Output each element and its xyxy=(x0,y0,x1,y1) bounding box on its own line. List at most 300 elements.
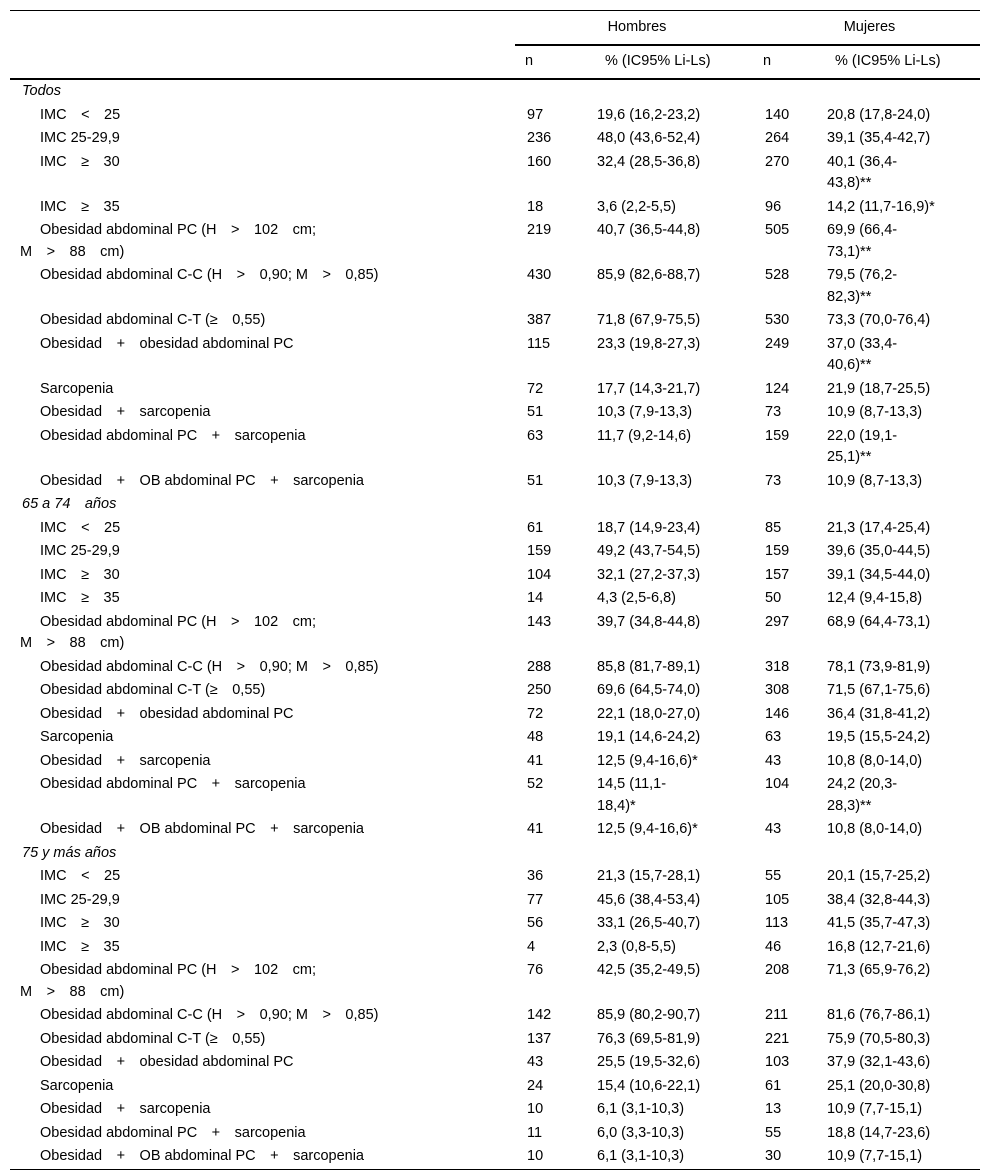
table-row xyxy=(10,750,980,774)
table-row xyxy=(10,773,980,818)
hombres-n-line-1: 56 xyxy=(527,915,544,931)
hombres-pct xyxy=(595,1051,753,1075)
mujeres-pct xyxy=(825,1098,980,1122)
row-label xyxy=(10,726,515,750)
header-blank-2 xyxy=(10,45,515,79)
hombres-pct-line-1: 18,7 (14,9-23,4) xyxy=(597,519,701,536)
row-label xyxy=(10,959,515,1004)
mujeres-n xyxy=(753,726,825,750)
hombres-n xyxy=(515,378,595,402)
row-label xyxy=(10,1075,515,1099)
mujeres-pct xyxy=(825,425,980,470)
hombres-pct xyxy=(595,196,753,220)
mujeres-n xyxy=(753,564,825,588)
row-label-line-1: IMC < 25 xyxy=(40,519,121,536)
hombres-n-line-1: 160 xyxy=(527,153,552,170)
hombres-n xyxy=(515,104,595,128)
mujeres-n xyxy=(753,470,825,494)
mujeres-pct xyxy=(825,564,980,588)
hombres-n-line-1: 41 xyxy=(527,821,544,837)
mujeres-n xyxy=(753,517,825,541)
section-title: 65 a 74 años xyxy=(22,496,117,512)
hombres-pct-line-1: 85,9 (82,6-88,7) xyxy=(597,267,701,283)
row-label xyxy=(10,1051,515,1075)
hombres-pct-line-1: 2,3 (0,8-5,5) xyxy=(597,938,676,955)
hombres-pct xyxy=(595,104,753,128)
hombres-n xyxy=(515,425,595,470)
hombres-pct-line-1: 25,5 (19,5-32,6) xyxy=(597,1054,701,1070)
mujeres-pct xyxy=(825,818,980,842)
hombres-n-line-1: 72 xyxy=(527,380,544,397)
section-row xyxy=(10,842,980,866)
hombres-n xyxy=(515,309,595,333)
mujeres-pct-line-1: 10,9 (7,7-15,1) xyxy=(827,1101,923,1117)
row-label xyxy=(10,196,515,220)
row-label-line-1: IMC ≥ 35 xyxy=(40,198,120,215)
hombres-pct-line-2: 18,4)* xyxy=(597,797,636,814)
table-row xyxy=(10,517,980,541)
hombres-pct xyxy=(595,959,753,1004)
row-label-line-2: M > 88 cm) xyxy=(20,983,125,1000)
hombres-pct-line-1: 21,3 (15,7-28,1) xyxy=(597,868,701,884)
row-label xyxy=(10,264,515,309)
mujeres-n-line-1: 96 xyxy=(765,198,782,215)
table-row xyxy=(10,865,980,889)
row-label xyxy=(10,656,515,680)
mujeres-pct xyxy=(825,1004,980,1028)
hombres-n xyxy=(515,1075,595,1099)
mujeres-pct-line-1: 10,9 (8,7-13,3) xyxy=(827,404,923,420)
table-row xyxy=(10,1098,980,1122)
hombres-pct xyxy=(595,127,753,151)
mujeres-pct-line-1: 24,2 (20,3- xyxy=(827,776,898,792)
hombres-n xyxy=(515,959,595,1004)
hombres-pct xyxy=(595,1028,753,1052)
mujeres-n-line-1: 157 xyxy=(765,566,790,583)
hombres-pct xyxy=(595,333,753,378)
hombres-pct xyxy=(595,936,753,960)
hombres-pct xyxy=(595,1122,753,1146)
hombres-pct xyxy=(595,378,753,402)
hombres-n xyxy=(515,151,595,196)
mujeres-n xyxy=(753,401,825,425)
row-label xyxy=(10,936,515,960)
mujeres-n-line-1: 208 xyxy=(765,962,790,978)
mujeres-pct-line-1: 36,4 (31,8-41,2) xyxy=(827,705,931,722)
hombres-n-line-1: 387 xyxy=(527,312,552,328)
mujeres-n xyxy=(753,679,825,703)
hombres-n xyxy=(515,936,595,960)
row-label-line-1: Obesidad abdominal PC + sarcopenia xyxy=(40,776,306,792)
mujeres-n-line-1: 13 xyxy=(765,1101,782,1117)
mujeres-pct xyxy=(825,1051,980,1075)
section-row xyxy=(10,493,980,517)
mujeres-n xyxy=(753,912,825,936)
row-label-line-1: Obesidad + OB abdominal PC + sarcopenia xyxy=(40,472,364,489)
group-header-mujeres: Mujeres xyxy=(753,11,980,46)
hombres-pct-line-1: 3,6 (2,2-5,5) xyxy=(597,198,676,215)
row-label-line-1: Obesidad abdominal C-C (H > 0,90; M > 0,85) xyxy=(40,267,379,283)
mujeres-n xyxy=(753,104,825,128)
mujeres-pct xyxy=(825,912,980,936)
hombres-n xyxy=(515,703,595,727)
hombres-n xyxy=(515,726,595,750)
mujeres-n xyxy=(753,1145,825,1169)
mujeres-pct xyxy=(825,703,980,727)
row-label xyxy=(10,773,515,818)
mujeres-pct xyxy=(825,1075,980,1099)
hombres-n-line-1: 10 xyxy=(527,1148,544,1164)
prevalence-table xyxy=(10,10,980,1170)
mujeres-pct xyxy=(825,264,980,309)
mujeres-n-line-1: 318 xyxy=(765,658,790,675)
mujeres-pct-line-1: 78,1 (73,9-81,9) xyxy=(827,658,931,675)
mujeres-pct xyxy=(825,401,980,425)
mujeres-n-line-1: 61 xyxy=(765,1077,782,1094)
mujeres-pct-line-1: 21,9 (18,7-25,5) xyxy=(827,380,931,397)
row-label-line-1: IMC 25-29,9 xyxy=(40,543,120,559)
mujeres-pct xyxy=(825,196,980,220)
mujeres-pct-line-1: 37,0 (33,4- xyxy=(827,335,898,352)
hombres-n xyxy=(515,470,595,494)
mujeres-n-line-1: 55 xyxy=(765,1124,782,1141)
hombres-pct xyxy=(595,818,753,842)
hombres-pct-line-1: 69,6 (64,5-74,0) xyxy=(597,682,701,698)
mujeres-n-line-1: 140 xyxy=(765,106,790,123)
hombres-n-line-1: 14 xyxy=(527,590,544,606)
table-row xyxy=(10,726,980,750)
hombres-pct-line-1: 49,2 (43,7-54,5) xyxy=(597,543,701,559)
hombres-n xyxy=(515,1122,595,1146)
row-label xyxy=(10,1028,515,1052)
row-label-line-1: Obesidad abdominal PC (H > 102 cm; xyxy=(40,613,317,630)
mujeres-n-line-1: 211 xyxy=(765,1007,789,1023)
row-label xyxy=(10,564,515,588)
row-label-line-1: Obesidad + sarcopenia xyxy=(40,1101,211,1117)
hombres-pct-line-1: 19,6 (16,2-23,2) xyxy=(597,106,701,123)
mujeres-pct-line-1: 37,9 (32,1-43,6) xyxy=(827,1054,931,1070)
row-label-line-1: Sarcopenia xyxy=(40,1077,114,1094)
row-label-line-1: IMC ≥ 30 xyxy=(40,566,120,583)
hombres-pct xyxy=(595,1098,753,1122)
row-label-line-1: Obesidad abdominal PC (H > 102 cm; xyxy=(40,962,317,978)
row-label-line-1: Obesidad abdominal PC + sarcopenia xyxy=(40,1124,306,1141)
mujeres-n xyxy=(753,889,825,913)
mujeres-pct xyxy=(825,470,980,494)
row-label-line-1: IMC 25-29,9 xyxy=(40,891,120,908)
hombres-n-line-1: 52 xyxy=(527,776,544,792)
row-label-line-1: Obesidad + sarcopenia xyxy=(40,404,211,420)
mujeres-pct-line-1: 39,1 (34,5-44,0) xyxy=(827,566,931,583)
row-label xyxy=(10,865,515,889)
mujeres-pct-line-1: 40,1 (36,4- xyxy=(827,153,898,170)
table-row xyxy=(10,936,980,960)
hombres-n xyxy=(515,540,595,564)
table-row xyxy=(10,378,980,402)
hombres-pct-line-1: 22,1 (18,0-27,0) xyxy=(597,705,701,722)
row-label-line-1: Obesidad abdominal PC (H > 102 cm; xyxy=(40,222,317,238)
hombres-pct xyxy=(595,470,753,494)
mujeres-n-line-1: 264 xyxy=(765,130,790,146)
mujeres-n-line-1: 55 xyxy=(765,868,782,884)
hombres-n xyxy=(515,750,595,774)
mujeres-pct-line-1: 20,8 (17,8-24,0) xyxy=(827,106,931,123)
hombres-pct xyxy=(595,611,753,656)
section-title: Todos xyxy=(22,83,61,99)
mujeres-pct-line-1: 20,1 (15,7-25,2) xyxy=(827,868,931,884)
hombres-n-line-1: 43 xyxy=(527,1054,544,1070)
hombres-pct-line-1: 71,8 (67,9-75,5) xyxy=(597,312,701,328)
mujeres-pct-line-2: 43,8)** xyxy=(827,175,872,191)
mujeres-pct-line-1: 39,6 (35,0-44,5) xyxy=(827,543,931,559)
mujeres-pct xyxy=(825,219,980,264)
row-label-line-1: Sarcopenia xyxy=(40,729,114,745)
table-row xyxy=(10,611,980,656)
table-row xyxy=(10,564,980,588)
mujeres-pct xyxy=(825,333,980,378)
mujeres-pct-line-2: 25,1)** xyxy=(827,449,872,465)
mujeres-n xyxy=(753,1122,825,1146)
hombres-pct-line-1: 14,5 (11,1- xyxy=(597,776,667,792)
mujeres-n xyxy=(753,378,825,402)
hombres-n xyxy=(515,1028,595,1052)
table-row xyxy=(10,104,980,128)
hombres-pct xyxy=(595,219,753,264)
hombres-pct-line-1: 6,1 (3,1-10,3) xyxy=(597,1148,685,1164)
row-label-line-1: IMC 25-29,9 xyxy=(40,130,120,146)
row-label-line-2: M > 88 cm) xyxy=(20,243,125,260)
header-blank xyxy=(10,11,515,46)
mujeres-pct xyxy=(825,726,980,750)
hombres-n-line-1: 24 xyxy=(527,1077,544,1094)
mujeres-pct-line-1: 19,5 (15,5-24,2) xyxy=(827,729,931,745)
mujeres-pct-line-2: 73,1)** xyxy=(827,243,872,260)
mujeres-pct-line-1: 10,9 (7,7-15,1) xyxy=(827,1148,923,1164)
mujeres-n xyxy=(753,1075,825,1099)
row-label-line-1: Obesidad abdominal C-C (H > 0,90; M > 0,85) xyxy=(40,658,379,675)
hombres-n-line-1: 4 xyxy=(527,938,536,955)
table-row xyxy=(10,425,980,470)
mujeres-n-line-1: 297 xyxy=(765,613,790,630)
hombres-n xyxy=(515,679,595,703)
row-label xyxy=(10,611,515,656)
table-row xyxy=(10,587,980,611)
table-row xyxy=(10,1004,980,1028)
row-label xyxy=(10,540,515,564)
hombres-pct xyxy=(595,726,753,750)
mujeres-n-line-1: 528 xyxy=(765,267,790,283)
table-row xyxy=(10,1028,980,1052)
table-row xyxy=(10,151,980,196)
mujeres-pct-line-1: 79,5 (76,2- xyxy=(827,267,898,283)
row-label xyxy=(10,912,515,936)
row-label-line-2: M > 88 cm) xyxy=(20,635,125,651)
table-row xyxy=(10,540,980,564)
mujeres-n-line-1: 530 xyxy=(765,312,790,328)
mujeres-n-line-1: 63 xyxy=(765,729,782,745)
mujeres-n xyxy=(753,1028,825,1052)
hombres-n-line-1: 250 xyxy=(527,682,552,698)
mujeres-n xyxy=(753,151,825,196)
mujeres-pct-line-1: 21,3 (17,4-25,4) xyxy=(827,519,931,536)
mujeres-n xyxy=(753,127,825,151)
hombres-pct-line-1: 32,4 (28,5-36,8) xyxy=(597,153,701,170)
hombres-pct xyxy=(595,309,753,333)
mujeres-n-line-1: 50 xyxy=(765,590,782,606)
mujeres-n xyxy=(753,540,825,564)
table-body xyxy=(10,79,980,1169)
mujeres-n-line-1: 105 xyxy=(765,891,790,908)
hombres-n-line-1: 430 xyxy=(527,267,552,283)
hombres-n-line-1: 236 xyxy=(527,130,552,146)
mujeres-pct xyxy=(825,127,980,151)
hombres-n xyxy=(515,333,595,378)
hombres-n xyxy=(515,127,595,151)
mujeres-n-line-1: 73 xyxy=(765,404,782,420)
table-row xyxy=(10,196,980,220)
mujeres-n-line-1: 124 xyxy=(765,380,790,397)
table-row xyxy=(10,912,980,936)
row-label-line-1: Obesidad + obesidad abdominal PC xyxy=(40,705,294,722)
row-label-line-1: Obesidad + OB abdominal PC + sarcopenia xyxy=(40,1148,364,1164)
row-label xyxy=(10,104,515,128)
mujeres-n-line-1: 43 xyxy=(765,821,782,837)
col-header-hombres-pct: % (IC95% Li-Ls) xyxy=(595,45,753,79)
row-label-line-1: IMC ≥ 30 xyxy=(40,915,120,931)
mujeres-pct-line-1: 69,9 (66,4- xyxy=(827,222,898,238)
section-title: 75 y más años xyxy=(22,844,117,861)
mujeres-n-line-1: 46 xyxy=(765,938,782,955)
table-row xyxy=(10,127,980,151)
mujeres-pct-line-2: 82,3)** xyxy=(827,288,872,305)
mujeres-n xyxy=(753,196,825,220)
hombres-n-line-1: 142 xyxy=(527,1007,552,1023)
mujeres-n-line-1: 505 xyxy=(765,222,790,238)
hombres-pct-line-1: 6,1 (3,1-10,3) xyxy=(597,1101,685,1117)
table-row xyxy=(10,333,980,378)
mujeres-pct xyxy=(825,104,980,128)
row-label xyxy=(10,818,515,842)
row-label-line-1: IMC ≥ 35 xyxy=(40,590,120,606)
mujeres-n-line-1: 73 xyxy=(765,472,782,489)
hombres-n xyxy=(515,773,595,818)
hombres-pct xyxy=(595,679,753,703)
hombres-n xyxy=(515,564,595,588)
hombres-pct xyxy=(595,151,753,196)
row-label-line-1: IMC < 25 xyxy=(40,868,121,884)
hombres-pct-line-1: 45,6 (38,4-53,4) xyxy=(597,891,701,908)
mujeres-n xyxy=(753,264,825,309)
mujeres-pct-line-1: 81,6 (76,7-86,1) xyxy=(827,1007,931,1023)
row-label-line-1: IMC < 25 xyxy=(40,106,121,123)
table-row xyxy=(10,679,980,703)
mujeres-pct-line-1: 10,9 (8,7-13,3) xyxy=(827,472,923,489)
mujeres-n-line-1: 103 xyxy=(765,1054,790,1070)
table-row xyxy=(10,1145,980,1169)
hombres-pct xyxy=(595,564,753,588)
mujeres-n-line-1: 146 xyxy=(765,705,790,722)
mujeres-pct xyxy=(825,959,980,1004)
hombres-n-line-1: 41 xyxy=(527,752,544,769)
row-label xyxy=(10,333,515,378)
mujeres-n xyxy=(753,1004,825,1028)
mujeres-n-line-1: 43 xyxy=(765,752,782,769)
hombres-pct-line-1: 17,7 (14,3-21,7) xyxy=(597,380,701,397)
hombres-n-line-1: 104 xyxy=(527,566,552,583)
mujeres-pct-line-1: 22,0 (19,1- xyxy=(827,427,898,444)
hombres-pct-line-1: 40,7 (36,5-44,8) xyxy=(597,222,701,238)
mujeres-pct xyxy=(825,865,980,889)
row-label xyxy=(10,1098,515,1122)
row-label-line-1: Obesidad abdominal C-T (≥ 0,55) xyxy=(40,1030,266,1047)
mujeres-pct-line-1: 39,1 (35,4-42,7) xyxy=(827,130,931,146)
hombres-pct xyxy=(595,750,753,774)
hombres-pct-line-1: 39,7 (34,8-44,8) xyxy=(597,613,701,630)
table-row xyxy=(10,1075,980,1099)
hombres-pct-line-1: 23,3 (19,8-27,3) xyxy=(597,335,701,352)
mujeres-pct-line-1: 12,4 (9,4-15,8) xyxy=(827,590,923,606)
table-row xyxy=(10,818,980,842)
mujeres-n xyxy=(753,587,825,611)
mujeres-n xyxy=(753,333,825,378)
mujeres-n-line-1: 159 xyxy=(765,543,790,559)
mujeres-pct xyxy=(825,378,980,402)
hombres-n-line-1: 115 xyxy=(527,335,551,352)
mujeres-n-line-1: 30 xyxy=(765,1148,782,1164)
row-label xyxy=(10,425,515,470)
mujeres-pct-line-2: 40,6)** xyxy=(827,357,872,373)
mujeres-n xyxy=(753,309,825,333)
row-label xyxy=(10,703,515,727)
hombres-n xyxy=(515,889,595,913)
hombres-pct xyxy=(595,264,753,309)
mujeres-pct-line-1: 71,3 (65,9-76,2) xyxy=(827,962,931,978)
mujeres-n-line-1: 221 xyxy=(765,1030,790,1047)
mujeres-n xyxy=(753,959,825,1004)
hombres-pct xyxy=(595,517,753,541)
row-label xyxy=(10,1004,515,1028)
table-row xyxy=(10,1122,980,1146)
hombres-n-line-1: 219 xyxy=(527,222,552,238)
row-label-line-1: Obesidad + obesidad abdominal PC xyxy=(40,335,294,352)
hombres-n-line-1: 143 xyxy=(527,613,552,630)
hombres-pct-line-1: 76,3 (69,5-81,9) xyxy=(597,1030,701,1047)
row-label-line-1: Obesidad abdominal C-C (H > 0,90; M > 0,85) xyxy=(40,1007,379,1023)
hombres-pct-line-1: 12,5 (9,4-16,6)* xyxy=(597,752,698,769)
mujeres-pct xyxy=(825,1145,980,1169)
mujeres-n xyxy=(753,936,825,960)
hombres-n-line-1: 48 xyxy=(527,729,544,745)
table-row xyxy=(10,656,980,680)
mujeres-pct-line-1: 71,5 (67,1-75,6) xyxy=(827,682,931,698)
hombres-n xyxy=(515,196,595,220)
row-label-line-1: Obesidad + obesidad abdominal PC xyxy=(40,1054,294,1070)
hombres-n xyxy=(515,587,595,611)
hombres-pct xyxy=(595,773,753,818)
mujeres-n xyxy=(753,750,825,774)
hombres-pct-line-1: 85,9 (80,2-90,7) xyxy=(597,1007,701,1023)
hombres-n-line-1: 61 xyxy=(527,519,544,536)
hombres-pct-line-1: 33,1 (26,5-40,7) xyxy=(597,915,701,931)
table-row xyxy=(10,219,980,264)
row-label xyxy=(10,1145,515,1169)
mujeres-pct xyxy=(825,151,980,196)
hombres-pct-line-1: 85,8 (81,7-89,1) xyxy=(597,658,701,675)
hombres-n-line-1: 11 xyxy=(527,1124,543,1141)
hombres-n xyxy=(515,1051,595,1075)
hombres-n-line-1: 10 xyxy=(527,1101,544,1117)
hombres-n xyxy=(515,611,595,656)
